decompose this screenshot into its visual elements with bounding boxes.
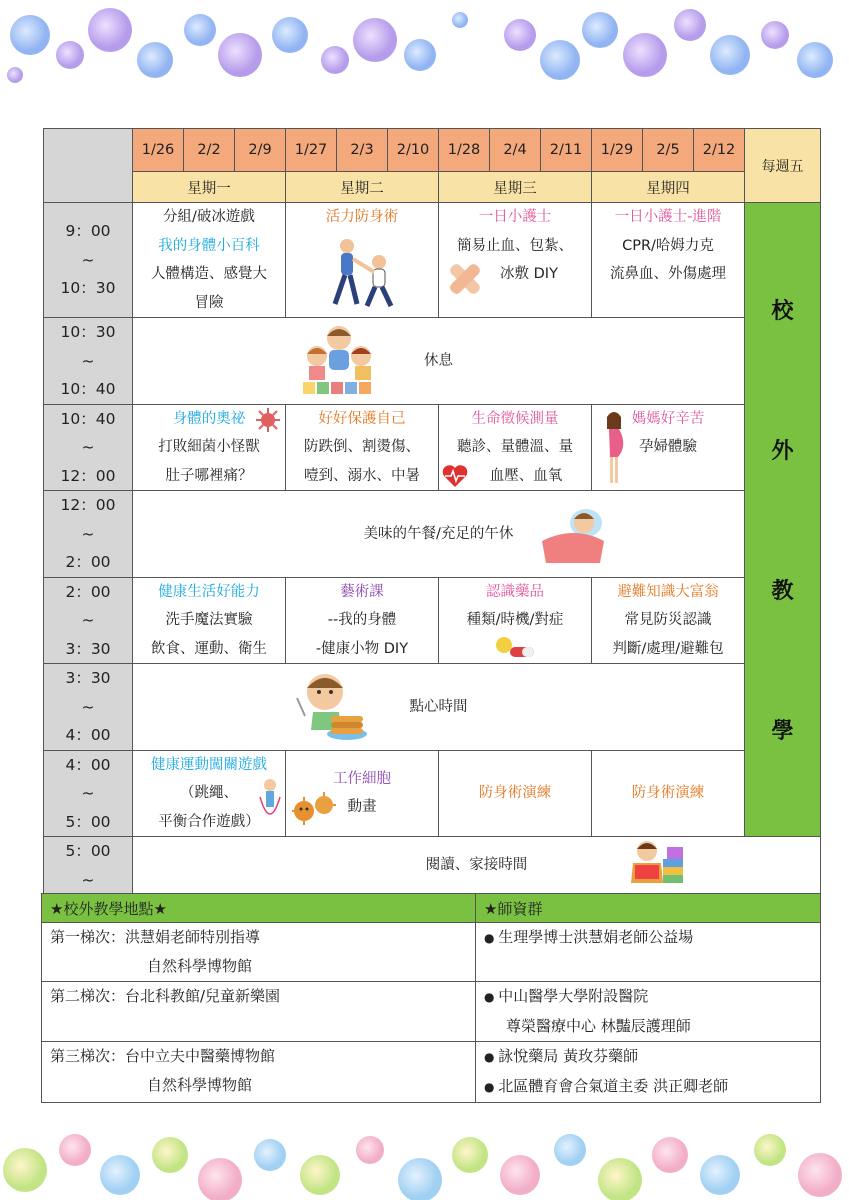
side-char: 校 [771, 299, 794, 324]
date-cell: 2/2 [184, 129, 235, 172]
teacher-row [476, 982, 821, 1042]
activity-line: 血壓、血氧 [489, 467, 563, 484]
activity-cell [133, 750, 286, 837]
activity-title: 好好保護自己 [318, 410, 406, 427]
date-cell: 1/26 [133, 129, 184, 172]
side-char: 外 [771, 439, 794, 464]
date-cell: 2/5 [643, 129, 694, 172]
activity-cell [592, 404, 745, 491]
activity-title: 身體的奧祕 [172, 410, 246, 427]
location-row [42, 982, 476, 1042]
activity-cell [439, 203, 592, 318]
teacher-text: 尊榮醫療中心 林豔辰護理師 [506, 1017, 691, 1035]
activity-cell [133, 203, 286, 318]
location-text: 第二梯次：台北科教館/兒童新樂園 [50, 987, 281, 1005]
location-text: 第三梯次：台中立夫中醫藥博物館 [50, 1047, 276, 1065]
time-sep: ~ [81, 438, 95, 456]
time-end: 4：00 [65, 726, 111, 744]
time-cell [44, 577, 133, 664]
activity-cell [286, 203, 439, 318]
activity-line: 平衡合作遊戲） [158, 813, 260, 830]
time-cell [44, 491, 133, 578]
time-end: 10：40 [60, 380, 116, 398]
break-label: 休息 [424, 352, 453, 369]
time-sep: ~ [81, 351, 95, 370]
activity-title: 我的身體小百科 [158, 237, 260, 254]
time-start: 10：30 [60, 323, 116, 341]
date-cell: 2/10 [388, 129, 439, 172]
side-char: 教 [771, 579, 794, 604]
activity-title: 健康生活好能力 [158, 583, 260, 600]
time-start: 12：00 [60, 496, 116, 514]
reading-label: 閱讀、家接時間 [425, 857, 528, 874]
time-cell [44, 664, 133, 751]
activity-title: 認識藥品 [486, 583, 544, 600]
corner-cell [44, 129, 133, 203]
activity-line: 飲食、運動、衛生 [151, 640, 267, 657]
activity-line: 分組/破冰遊戲 [163, 209, 255, 225]
time-cell [44, 404, 133, 491]
activity-line: 種類/時機/對症 [466, 612, 564, 628]
time-sep: ~ [81, 611, 95, 629]
activity-line: -健康小物 DIY [315, 640, 409, 657]
activity-title: 避難知識大富翁 [617, 583, 719, 600]
teachers-header: ★師資群 [476, 894, 821, 923]
teacher-text: ● 中山醫學大學附設醫院 [484, 982, 812, 1012]
jump-rope-icon [257, 777, 283, 827]
time-end: 5：00 [65, 812, 111, 831]
time-end: 12：00 [60, 466, 116, 485]
activity-cell [592, 577, 745, 664]
snack-label: 點心時間 [409, 698, 468, 715]
location-text: 第一梯次：洪慧娟老師特別指導 [50, 928, 261, 946]
activity-line: 打敗細菌小怪獸 [158, 439, 260, 455]
time-sep: ~ [81, 784, 95, 802]
activity-title: 健康運動闖關遊戲 [151, 756, 267, 773]
activity-line: 冒險 [194, 294, 224, 311]
activity-line: 人體構造、感覺大 [151, 266, 267, 282]
date-cell: 2/9 [235, 129, 286, 172]
day-header-tue: 星期二 [286, 172, 439, 203]
activity-title: 防身術演練 [631, 785, 705, 801]
activity-line: 動畫 [347, 799, 377, 816]
top-bubble-decoration [0, 0, 849, 120]
activity-title: 生命徵候測量 [471, 410, 559, 427]
date-cell: 2/12 [694, 129, 745, 172]
teacher-text: ● 詠悅藥局 黃玫芬藥師 [484, 1042, 812, 1072]
date-cell: 2/4 [490, 129, 541, 172]
time-start: 5：00 [65, 842, 111, 860]
teacher-row [476, 1042, 821, 1103]
activity-line: 流鼻血、外傷處理 [610, 266, 726, 282]
date-cell: 1/27 [286, 129, 337, 172]
self-defense-illustration [317, 234, 407, 312]
virus-icon [255, 407, 281, 433]
activity-title: 活力防身術 [325, 209, 399, 225]
time-start: 4：00 [65, 755, 111, 774]
activity-cell [592, 750, 745, 837]
locations-header: ★校外教學地點★ [42, 894, 476, 923]
activity-line: 孕婦體驗 [639, 439, 697, 456]
activity-cell [592, 203, 745, 318]
activity-title: 工作細胞 [333, 770, 391, 787]
day-header-wed: 星期三 [439, 172, 592, 203]
pills-icon [490, 635, 540, 661]
day-header-thu: 星期四 [592, 172, 745, 203]
break-cell [133, 318, 745, 405]
activity-cell [439, 404, 592, 491]
teacher-text: ● 生理學博士洪慧娟老師公益場 [484, 923, 812, 953]
activity-line: 冰敷 DIY [500, 266, 558, 282]
time-cell [44, 203, 133, 318]
activity-cell [286, 577, 439, 664]
activity-line: 聽診、量體溫、量 [457, 439, 573, 455]
teacher-text: ● 北區體育會合氣道主委 洪正卿老師 [484, 1072, 812, 1102]
activity-line: 判斷/處理/避難包 [612, 640, 724, 657]
teacher-row [476, 923, 821, 982]
activity-line: 肚子哪裡痛？ [165, 467, 253, 484]
time-sep: ~ [81, 697, 95, 716]
activity-line: 常見防災認識 [624, 612, 712, 628]
time-cell [44, 837, 133, 895]
date-cell: 1/28 [439, 129, 490, 172]
activity-cell [286, 404, 439, 491]
time-start: 3：30 [65, 669, 111, 687]
date-cell: 2/11 [541, 129, 592, 172]
time-end: 10：30 [60, 279, 116, 298]
activity-line: 噎到、溺水、中暑 [304, 467, 420, 484]
activity-line: --我的身體 [327, 612, 397, 628]
activity-title: 一日小護士-進階 [614, 209, 722, 225]
activity-cell [133, 577, 286, 664]
activity-title: 媽媽好辛苦 [631, 410, 705, 427]
bandage-icon [445, 259, 485, 299]
germ-cells-icon [288, 789, 338, 829]
side-char: 學 [771, 719, 794, 744]
location-row [42, 923, 476, 982]
date-cell: 2/3 [337, 129, 388, 172]
activity-line: CPR/哈姆力克 [622, 237, 714, 254]
activity-cell [439, 750, 592, 837]
time-start: 10：40 [60, 409, 116, 428]
time-end: 2：00 [65, 553, 111, 571]
time-end: 3：30 [65, 639, 111, 658]
activity-line: 洗手魔法實驗 [165, 612, 253, 628]
reading-cell [133, 837, 821, 895]
time-sep: ~ [81, 250, 95, 269]
activity-cell [286, 750, 439, 837]
info-table [41, 893, 821, 1103]
date-cell: 1/29 [592, 129, 643, 172]
activity-cell [133, 404, 286, 491]
location-text: 自然科學博物館 [147, 1076, 253, 1094]
activity-line: 防跌倒、割燙傷、 [304, 439, 420, 455]
bottom-bubble-decoration [0, 1100, 849, 1200]
time-cell [44, 318, 133, 405]
day-header-mon: 星期一 [133, 172, 286, 203]
lunch-cell [133, 491, 745, 578]
activity-title: 藝術課 [340, 583, 384, 600]
heart-pulse-icon [441, 463, 469, 489]
activity-title: 一日小護士 [478, 209, 552, 225]
location-row [42, 1042, 476, 1103]
location-text: 自然科學博物館 [147, 957, 253, 975]
activity-line: （跳繩、 [180, 785, 238, 801]
time-start: 2：00 [65, 582, 111, 601]
schedule-table [43, 128, 821, 895]
time-sep: ~ [81, 524, 95, 543]
activity-title: 防身術演練 [478, 785, 552, 801]
activity-cell [439, 577, 592, 664]
pregnant-woman-icon [602, 409, 628, 489]
side-label [745, 203, 821, 837]
snack-cell [133, 664, 745, 751]
lunch-label: 美味的午餐/充足的午休 [363, 525, 514, 542]
time-start: 9：00 [65, 222, 111, 241]
time-sep: ~ [81, 870, 95, 889]
time-cell [44, 750, 133, 837]
friday-header: 每週五 [745, 129, 821, 203]
activity-line: 簡易止血、包紮、 [457, 237, 573, 254]
